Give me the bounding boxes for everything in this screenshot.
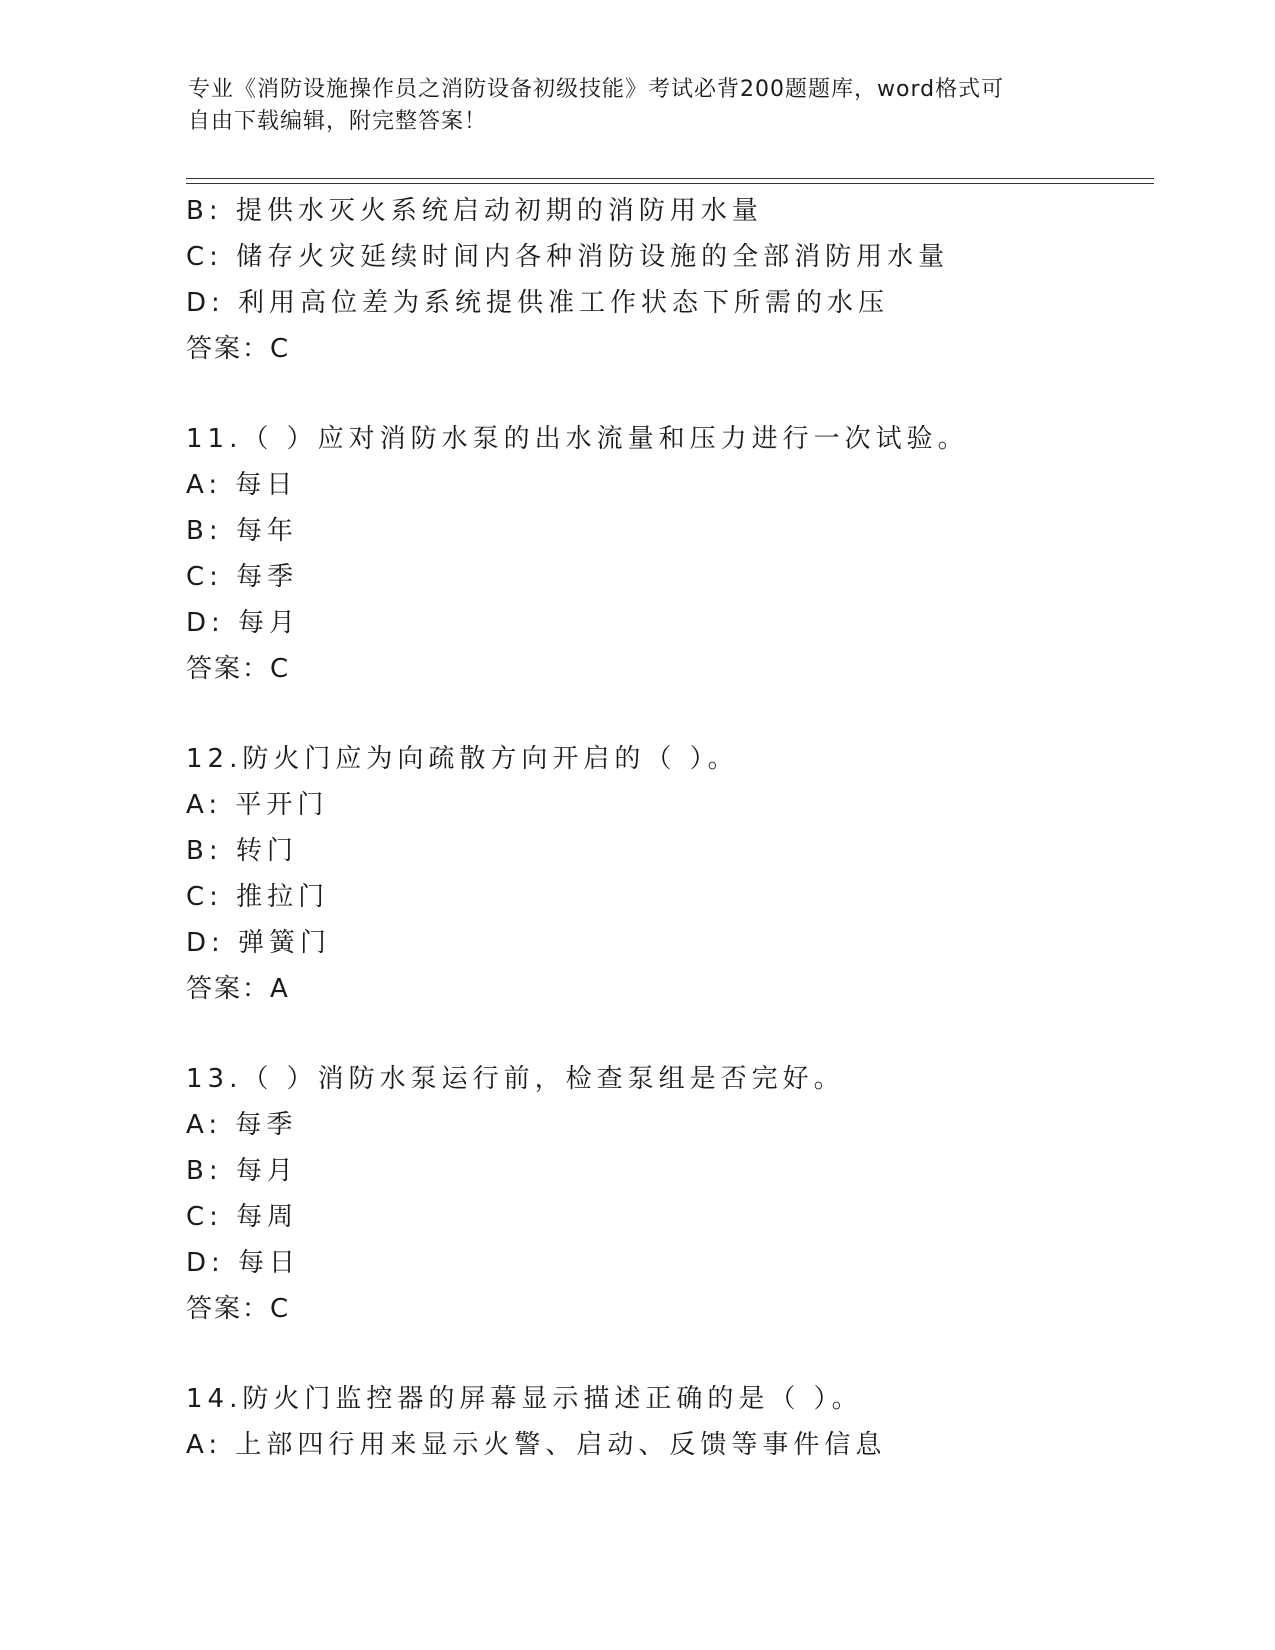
question-block-12 — [186, 736, 1146, 1012]
option-c: C: 储存火灾延续时间内各种消防设施的全部消防用水量 — [186, 242, 950, 272]
option-d: D: 弹簧门 — [186, 928, 332, 958]
header-line-1: 专业《消防设施操作员之消防设备初级技能》考试必背200题题库，word格式可 — [188, 77, 1005, 102]
header-line-2: 自由下载编辑，附完整答案！ — [188, 109, 488, 134]
question-block-prev — [186, 188, 1146, 372]
question-list — [186, 188, 1146, 1468]
question-stem: 13.（ ）消防水泵运行前，检查泵组是否完好。 — [186, 1064, 845, 1094]
option-a: A: 每日 — [186, 470, 298, 500]
option-c: C: 每周 — [186, 1202, 299, 1232]
question-stem: 11.（ ）应对消防水泵的出水流量和压力进行一次试验。 — [186, 424, 969, 454]
question-block-13 — [186, 1056, 1146, 1332]
question-stem: 12.防火门应为向疏散方向开启的（ ）。 — [186, 744, 739, 774]
option-b: B: 每年 — [186, 516, 298, 546]
answer-line: 答案：C — [186, 654, 291, 684]
document-header — [188, 74, 1068, 138]
option-b: B: 转门 — [186, 836, 298, 866]
option-a: A: 平开门 — [186, 790, 329, 820]
question-block-11 — [186, 416, 1146, 692]
option-c: C: 每季 — [186, 562, 299, 592]
answer-line: 答案：C — [186, 1294, 291, 1324]
option-a: A: 上部四行用来显示火警、启动、反馈等事件信息 — [186, 1430, 887, 1460]
answer-line: 答案：A — [186, 974, 290, 1004]
question-block-14 — [186, 1376, 1146, 1468]
option-b: B: 提供水灭火系统启动初期的消防用水量 — [186, 196, 763, 226]
option-d: D: 每日 — [186, 1248, 301, 1278]
header-divider — [186, 183, 1154, 184]
option-d: D: 每月 — [186, 608, 301, 638]
option-c: C: 推拉门 — [186, 882, 330, 912]
option-b: B: 每月 — [186, 1156, 298, 1186]
option-d: D: 利用高位差为系统提供准工作状态下所需的水压 — [186, 288, 890, 318]
option-a: A: 每季 — [186, 1110, 298, 1140]
answer-line: 答案：C — [186, 334, 291, 364]
question-stem: 14.防火门监控器的屏幕显示描述正确的是（ ）。 — [186, 1384, 863, 1414]
header-divider — [186, 178, 1154, 179]
